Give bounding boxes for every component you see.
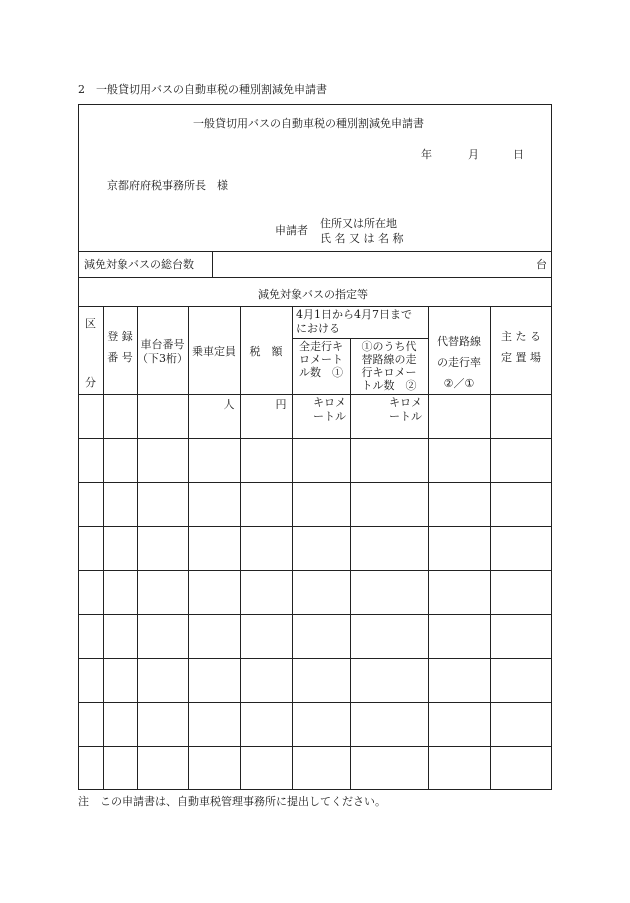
footnote: 注 この申請書は、自動車税管理事務所に提出してください。: [78, 795, 386, 808]
header-alt-rate-1: 代替路線: [437, 335, 481, 348]
unit-capacity: 人: [223, 398, 235, 411]
header-alt-km-4: トル数 ②: [361, 379, 417, 392]
header-alt-rate-2: の走行率: [437, 356, 481, 369]
header-registration-1: 登 録: [107, 330, 133, 343]
applicant-label: 申請者: [275, 224, 308, 237]
date-month-label: 月: [468, 148, 479, 161]
form-title: 一般貸切用バスの自動車税の種別割減免申請書: [193, 117, 424, 130]
header-capacity: 乗車定員: [192, 345, 236, 358]
header-total-km-3: ル数 ①: [299, 366, 343, 379]
header-chassis-1: 車台番号: [140, 338, 185, 351]
section-heading: 2 一般貸切用バスの自動車税の種別割減免申請書: [78, 83, 327, 96]
header-category-top: 区: [85, 317, 96, 330]
header-alt-km-2: 替路線の走: [361, 353, 417, 366]
header-total-km-2: ロメート: [299, 353, 343, 366]
header-garage-2: 定 置 場: [501, 351, 541, 364]
application-form-box: [78, 104, 552, 790]
unit-tax: 円: [275, 398, 287, 411]
addressee: 京都府府税事務所長 様: [107, 179, 228, 192]
header-alt-km-3: 行キロメー: [361, 366, 417, 379]
header-garage-1: 主 た る: [501, 330, 541, 343]
header-total-km-1: 全走行キ: [299, 340, 343, 353]
header-period-2: における: [296, 322, 340, 335]
header-tax: 税 額: [249, 345, 283, 358]
header-registration-2: 番 号: [107, 351, 133, 364]
total-buses-label: 減免対象バスの総台数: [84, 258, 194, 271]
unit-alt-km-1: キロメ: [389, 396, 422, 409]
header-alt-rate-3: ②／①: [443, 377, 475, 390]
unit-total-km-1: キロメ: [313, 396, 346, 409]
header-chassis-2: （下3桁）: [137, 352, 188, 365]
header-period-1: 4月1日から4月7日まで: [296, 308, 412, 321]
header-alt-km-1: ①のうち代: [361, 340, 417, 353]
address-label: 住所又は所在地: [320, 217, 397, 230]
name-label: 氏 名 又 は 名 称: [320, 232, 404, 245]
header-category-bottom: 分: [85, 376, 96, 389]
unit-alt-km-2: ートル: [389, 410, 422, 423]
unit-total-km-2: ートル: [313, 410, 346, 423]
total-buses-unit: 台: [536, 258, 547, 271]
date-day-label: 日: [513, 148, 524, 161]
date-year-label: 年: [421, 148, 432, 161]
designation-heading: 減免対象バスの指定等: [258, 288, 368, 301]
